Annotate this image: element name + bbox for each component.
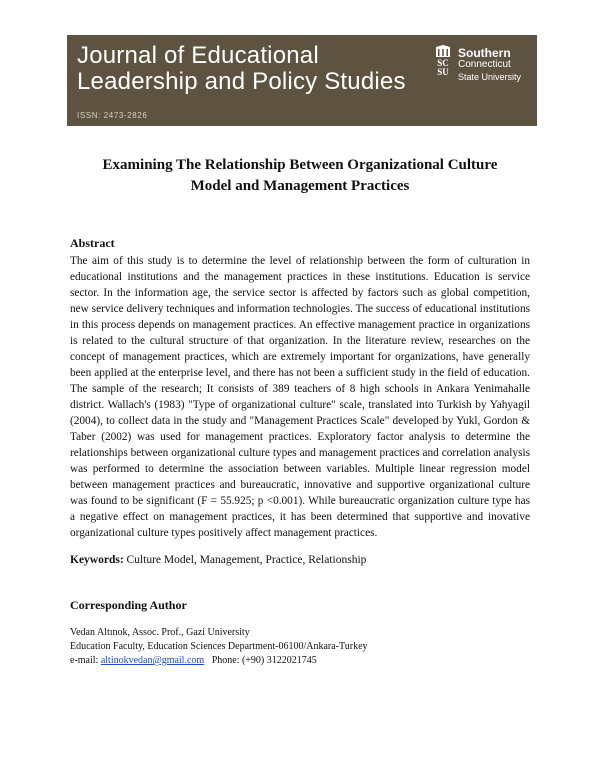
university-logo <box>433 45 533 89</box>
corresponding-author-heading: Corresponding Author <box>70 598 187 612</box>
author-name-line: Vedan Altınok, Assoc. Prof., Gazi University <box>70 627 250 638</box>
journal-banner <box>67 35 537 126</box>
abstract-heading: Abstract <box>70 236 115 250</box>
keywords-text: Culture Model, Management, Practice, Relationship <box>126 554 367 566</box>
keywords <box>70 554 530 566</box>
phone-text: Phone: (+90) 3122021745 <box>211 655 317 666</box>
journal-title <box>77 43 417 95</box>
paper-title-line1: Examining The Relationship Between Organizational Culture <box>102 157 498 173</box>
journal-title-line2: Leadership and Policy Studies <box>77 68 406 95</box>
university-name-line2: Connecticut <box>458 59 511 70</box>
email-link[interactable]: altinokvedan@gmail.com <box>100 655 205 666</box>
author-address-line: Education Faculty, Education Sciences Department-06100/Ankara-Turkey <box>70 641 368 652</box>
author-contact-line <box>70 654 368 668</box>
university-name-line3: State University <box>458 72 522 82</box>
keywords-label: Keywords: <box>70 554 124 566</box>
seal-letters: SC SU <box>437 58 449 77</box>
corresponding-author-details <box>70 626 368 668</box>
paper-title-line2: Model and Management Practices <box>190 178 410 194</box>
abstract-text: The aim of this study is to determine the level of relationship between the form of culturation in educational institutions and the management practices in these institutions. Education is service sector. In the information age, the service sector is affected by factors such as global competition, new service delivery techniques and information technologies. The success of educational institutions in this process depends on management practices. An effective management practice in organizations is related to the cultural structure of that organization. In the literature review, researches on the concept of management practices, which are extremely important for organizations, have generally been applied at the enterprise level, and there has not been a sufficient study in the field of education. The sample of the research; It consists of 389 teachers of 8 high schools in Ankara Yenimahalle district. Wallach's (1983) "Type of organizational culture" scale, translated into Turkish by Yahyagil (2004), to collect data in the study and "Management Practices Scale" developed by Yukl, Gordon & Taber (2002) was used for management practices. Exploratory factor analysis to determine the relationships between organizational culture types and management practices and correlation analysis was performed to determine the association between variables. Multiple linear regression model between management practices and bureaucratic, innovative and supportive organizational culture was found to be significant (F = 55.925; p <0.001). While bureaucratic organization culture type has a negative effect on management practices, it has been determined that supportive and inovative organizational culture types positively affect management practices. <box>70 255 530 539</box>
university-name <box>458 47 521 83</box>
journal-title-line1: Journal of Educational <box>77 42 319 69</box>
paper-title <box>60 155 540 197</box>
email-label: e-mail: <box>70 655 99 666</box>
university-name-line1: Southern <box>458 46 511 60</box>
issn-label: ISSN: 2473-2826 <box>77 111 148 120</box>
